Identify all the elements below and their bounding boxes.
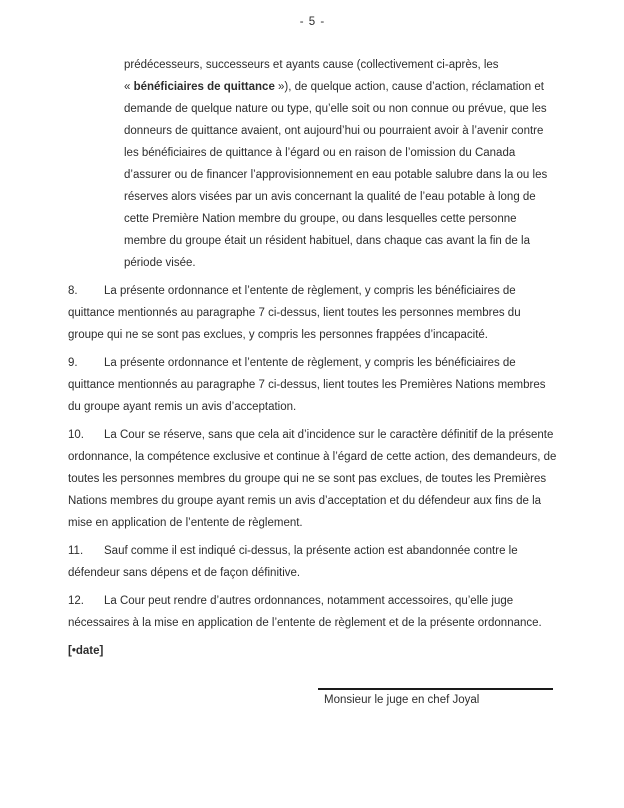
defined-term-beneficiaires-de-quittance: bénéficiaires de quittance (133, 81, 275, 93)
paragraph-number: 12. (68, 595, 84, 607)
order-paragraph-8 (68, 280, 557, 346)
paragraph-number: 8. (68, 285, 78, 297)
quote-text-after: »), de quelque action, cause d’action, réclamation et demande de quelque nature ou type, qu’elle soit ou non connue ou prévue, que les donneurs de quittance avaient, ont aujourd’hui ou pourraient avoir à l’avenir contre les bénéficiaires de quittance à l’égard ou en raison de l’omission du Canada d’assurer ou de financer l’approvisionnement en eau potable salubre dans la ou les réserves alors visées par un avis concernant la qualité de l’eau potable à long de cette Première Nation membre du groupe, ou dans lesquelles cette personne membre du groupe était un résident habituel, dans chaque cas avant la fin de la période visée. (124, 81, 548, 269)
date-placeholder: [•date] (68, 645, 104, 657)
paragraph-number: 10. (68, 429, 84, 441)
order-paragraph-10 (68, 424, 557, 534)
paragraph-number: 11. (68, 545, 84, 557)
order-paragraph-9 (68, 352, 557, 418)
quote-text-before: prédécesseurs, successeurs et ayants cause (collectivement ci-après, les « (124, 59, 499, 93)
judge-signature-name: Monsieur le juge en chef Joyal (324, 694, 480, 706)
paragraph-text: La Cour peut rendre d’autres ordonnances, notamment accessoires, qu’elle juge nécessaires à la mise en application de l’entente de règlement et de la présente ordonnance. (68, 595, 542, 629)
order-paragraph-11 (68, 540, 557, 584)
paragraph-text: La présente ordonnance et l’entente de règlement, y compris les bénéficiaires de quittance mentionnés au paragraphe 7 ci-dessus, lient toutes les personnes membres du groupe qui ne se sont pas exclues, y compris les personnes frappées d’incapacité. (68, 285, 521, 341)
paragraph-text: La Cour se réserve, sans que cela ait d’incidence sur le caractère définitif de la présente ordonnance, la compétence exclusive et continue à l’égard de cette action, des demandeurs, de toutes les personnes membres du groupe qui ne se sont pas exclues, de toutes les Premières Nations membres du groupe ayant remis un avis d’acceptation et du défendeur aux fins de la mise en application de l’entente de règlement. (68, 429, 557, 529)
paragraph-number: 9. (68, 357, 78, 369)
paragraph-text: La présente ordonnance et l’entente de règlement, y compris les bénéficiaires de quittance mentionnés au paragraphe 7 ci-dessus, lient toutes les Premières Nations membres du groupe ayant remis un avis d’acceptation. (68, 357, 546, 413)
order-paragraph-12 (68, 590, 557, 634)
release-definition-quote (124, 54, 557, 274)
signature-block (318, 688, 553, 709)
page-number-header: - 5 - (299, 16, 326, 28)
paragraph-text: Sauf comme il est indiqué ci-dessus, la présente action est abandonnée contre le défendeur sans dépens et de façon définitive. (68, 545, 518, 579)
